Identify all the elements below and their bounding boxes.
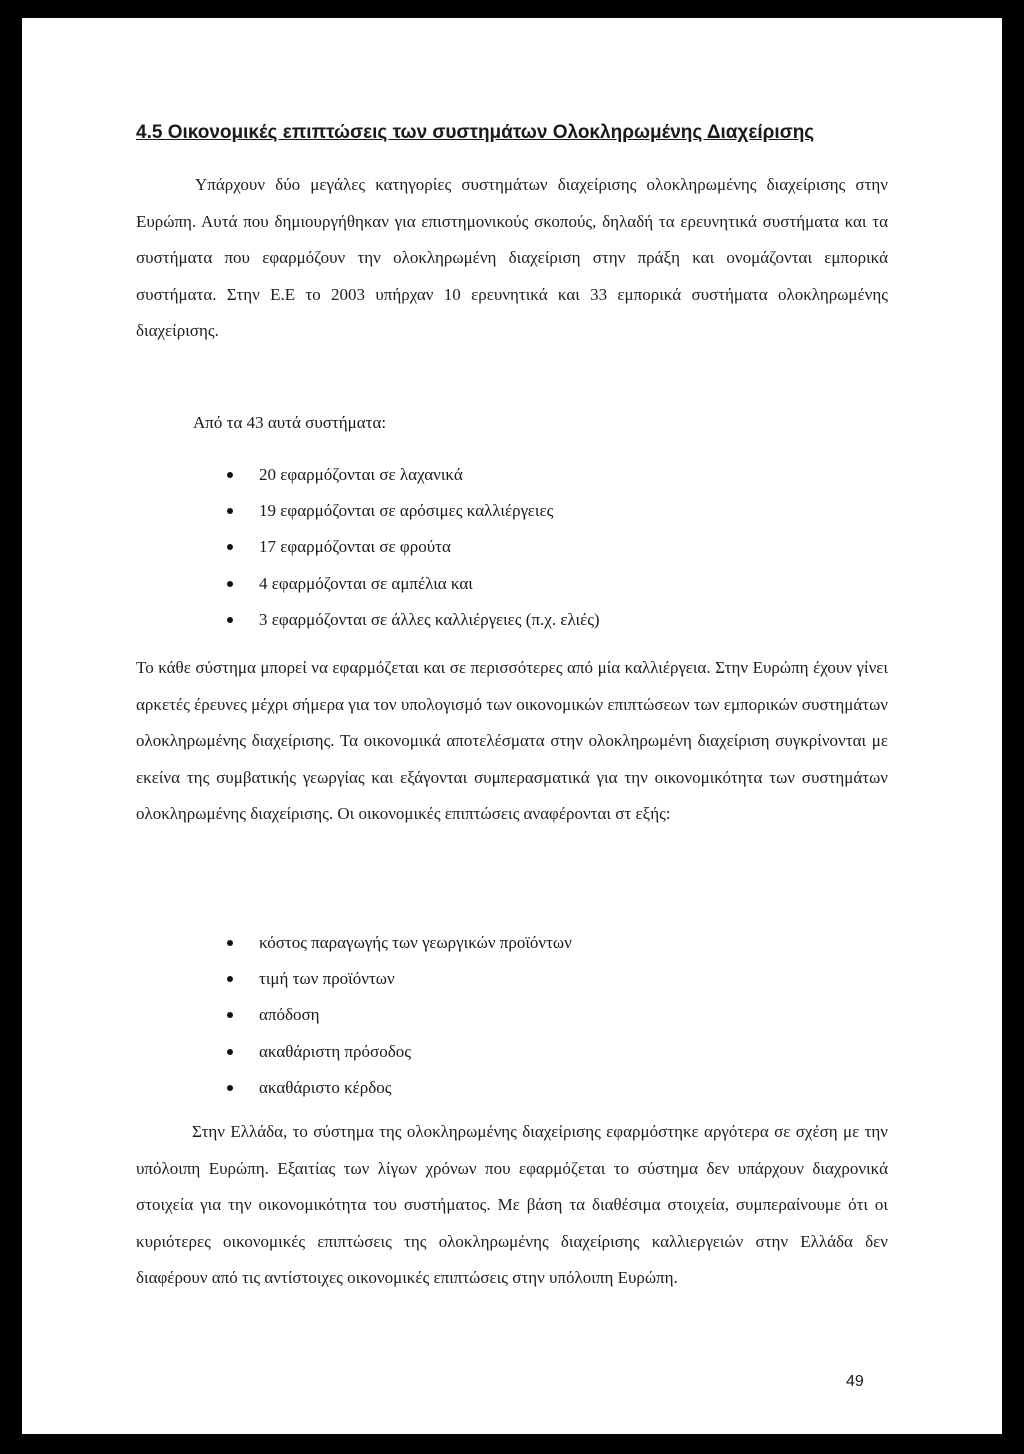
list-item: 4 εφαρμόζονται σε αμπέλια και: [223, 566, 600, 602]
bullet-icon: [227, 976, 233, 982]
scan-border-right: [1002, 0, 1024, 1454]
systems-list: [223, 457, 600, 638]
bullet-icon: [227, 617, 233, 623]
paragraph-systems-overview: Υπάρχουν δύο μεγάλες κατηγορίες συστημάτων διαχείρισης ολοκληρωμένης διαχείρισης στην Ευρώπη. Αυτά που δημιουργήθηκαν για επιστημονικούς σκοπούς, δηλαδή τα ερευνητικά συστήματα και τα συστήματα που εφαρμόζουν την ολοκληρωμένη διαχείριση στην πράξη και ονομάζονται εμπορικά συστήματα. Στην Ε.Ε το 2003 υπήρχαν 10 ερευνητικά και 33 εμπορικά συστήματα ολοκληρωμένης διαχείρισης.: [136, 175, 888, 340]
scan-border-bottom: [0, 1434, 1024, 1454]
list-item: ακαθάριστη πρόσοδος: [223, 1034, 572, 1070]
list-item: 17 εφαρμόζονται σε φρούτα: [223, 529, 600, 565]
bullet-icon: [227, 544, 233, 550]
list-item: 3 εφαρμόζονται σε άλλες καλλιέργειες (π.χ. ελιές): [223, 602, 600, 638]
section-heading: 4.5 Οικονομικές επιπτώσεις των συστημάτων Ολοκληρωμένης Διαχείρισης: [136, 122, 815, 143]
bullet-icon: [227, 940, 233, 946]
list-intro: Από τα 43 αυτά συστήματα:: [193, 413, 387, 432]
impacts-list: [223, 925, 572, 1106]
bullet-icon: [227, 1085, 233, 1091]
scan-border-top: [0, 0, 1024, 18]
list-item: τιμή των προϊόντων: [223, 961, 572, 997]
paragraph-greece: Στην Ελλάδα, το σύστημα της ολοκληρωμένης διαχείρισης εφαρμόστηκε αργότερα σε σχέση με την υπόλοιπη Ευρώπη. Εξαιτίας των λίγων χρόνων που εφαρμόζεται το σύστημα δεν υπάρχουν διαχρονικά στοιχεία για την οικονομικότητα του συστήματος. Με βάση τα διαθέσιμα στοιχεία, συμπεραίνουμε ότι οι κυριότερες οικονομικές επιπτώσεις της ολοκληρωμένης διαχείρισης καλλιεργειών στην Ελλάδα δεν διαφέρουν από τις αντίστοιχες οικονομικές επιπτώσεις στην υπόλοιπη Ευρώπη.: [136, 1122, 888, 1287]
bullet-icon: [227, 1012, 233, 1018]
list-item: 19 εφαρμόζονται σε αρόσιμες καλλιέργειες: [223, 493, 600, 529]
list-item: απόδοση: [223, 997, 572, 1033]
scan-border-left: [0, 0, 22, 1454]
bullet-icon: [227, 472, 233, 478]
list-item: κόστος παραγωγής των γεωργικών προϊόντων: [223, 925, 572, 961]
bullet-icon: [227, 508, 233, 514]
list-item: ακαθάριστο κέρδος: [223, 1070, 572, 1106]
list-item: 20 εφαρμόζονται σε λαχανικά: [223, 457, 600, 493]
bullet-icon: [227, 1049, 233, 1055]
paragraph-economic-research: Το κάθε σύστημα μπορεί να εφαρμόζεται και σε περισσότερες από μία καλλιέργεια. Στην Ευρώπη έχουν γίνει αρκετές έρευνες μέχρι σήμερα για τον υπολογισμό των οικονομικών επιπτώσεων των εμπορικών συστημάτων ολοκληρωμένης διαχείρισης. Τα οικονομικά αποτελέσματα στην ολοκληρωμένη διαχείριση συγκρίνονται με εκείνα της συμβατικής γεωργίας και εξάγονται συμπερασματικά για την οικονομικότητα των συστημάτων ολοκληρωμένης διαχείρισης. Οι οικονομικές επιπτώσεις αναφέρονται στ εξής:: [136, 658, 888, 823]
page-number: 49: [846, 1373, 864, 1390]
bullet-icon: [227, 581, 233, 587]
